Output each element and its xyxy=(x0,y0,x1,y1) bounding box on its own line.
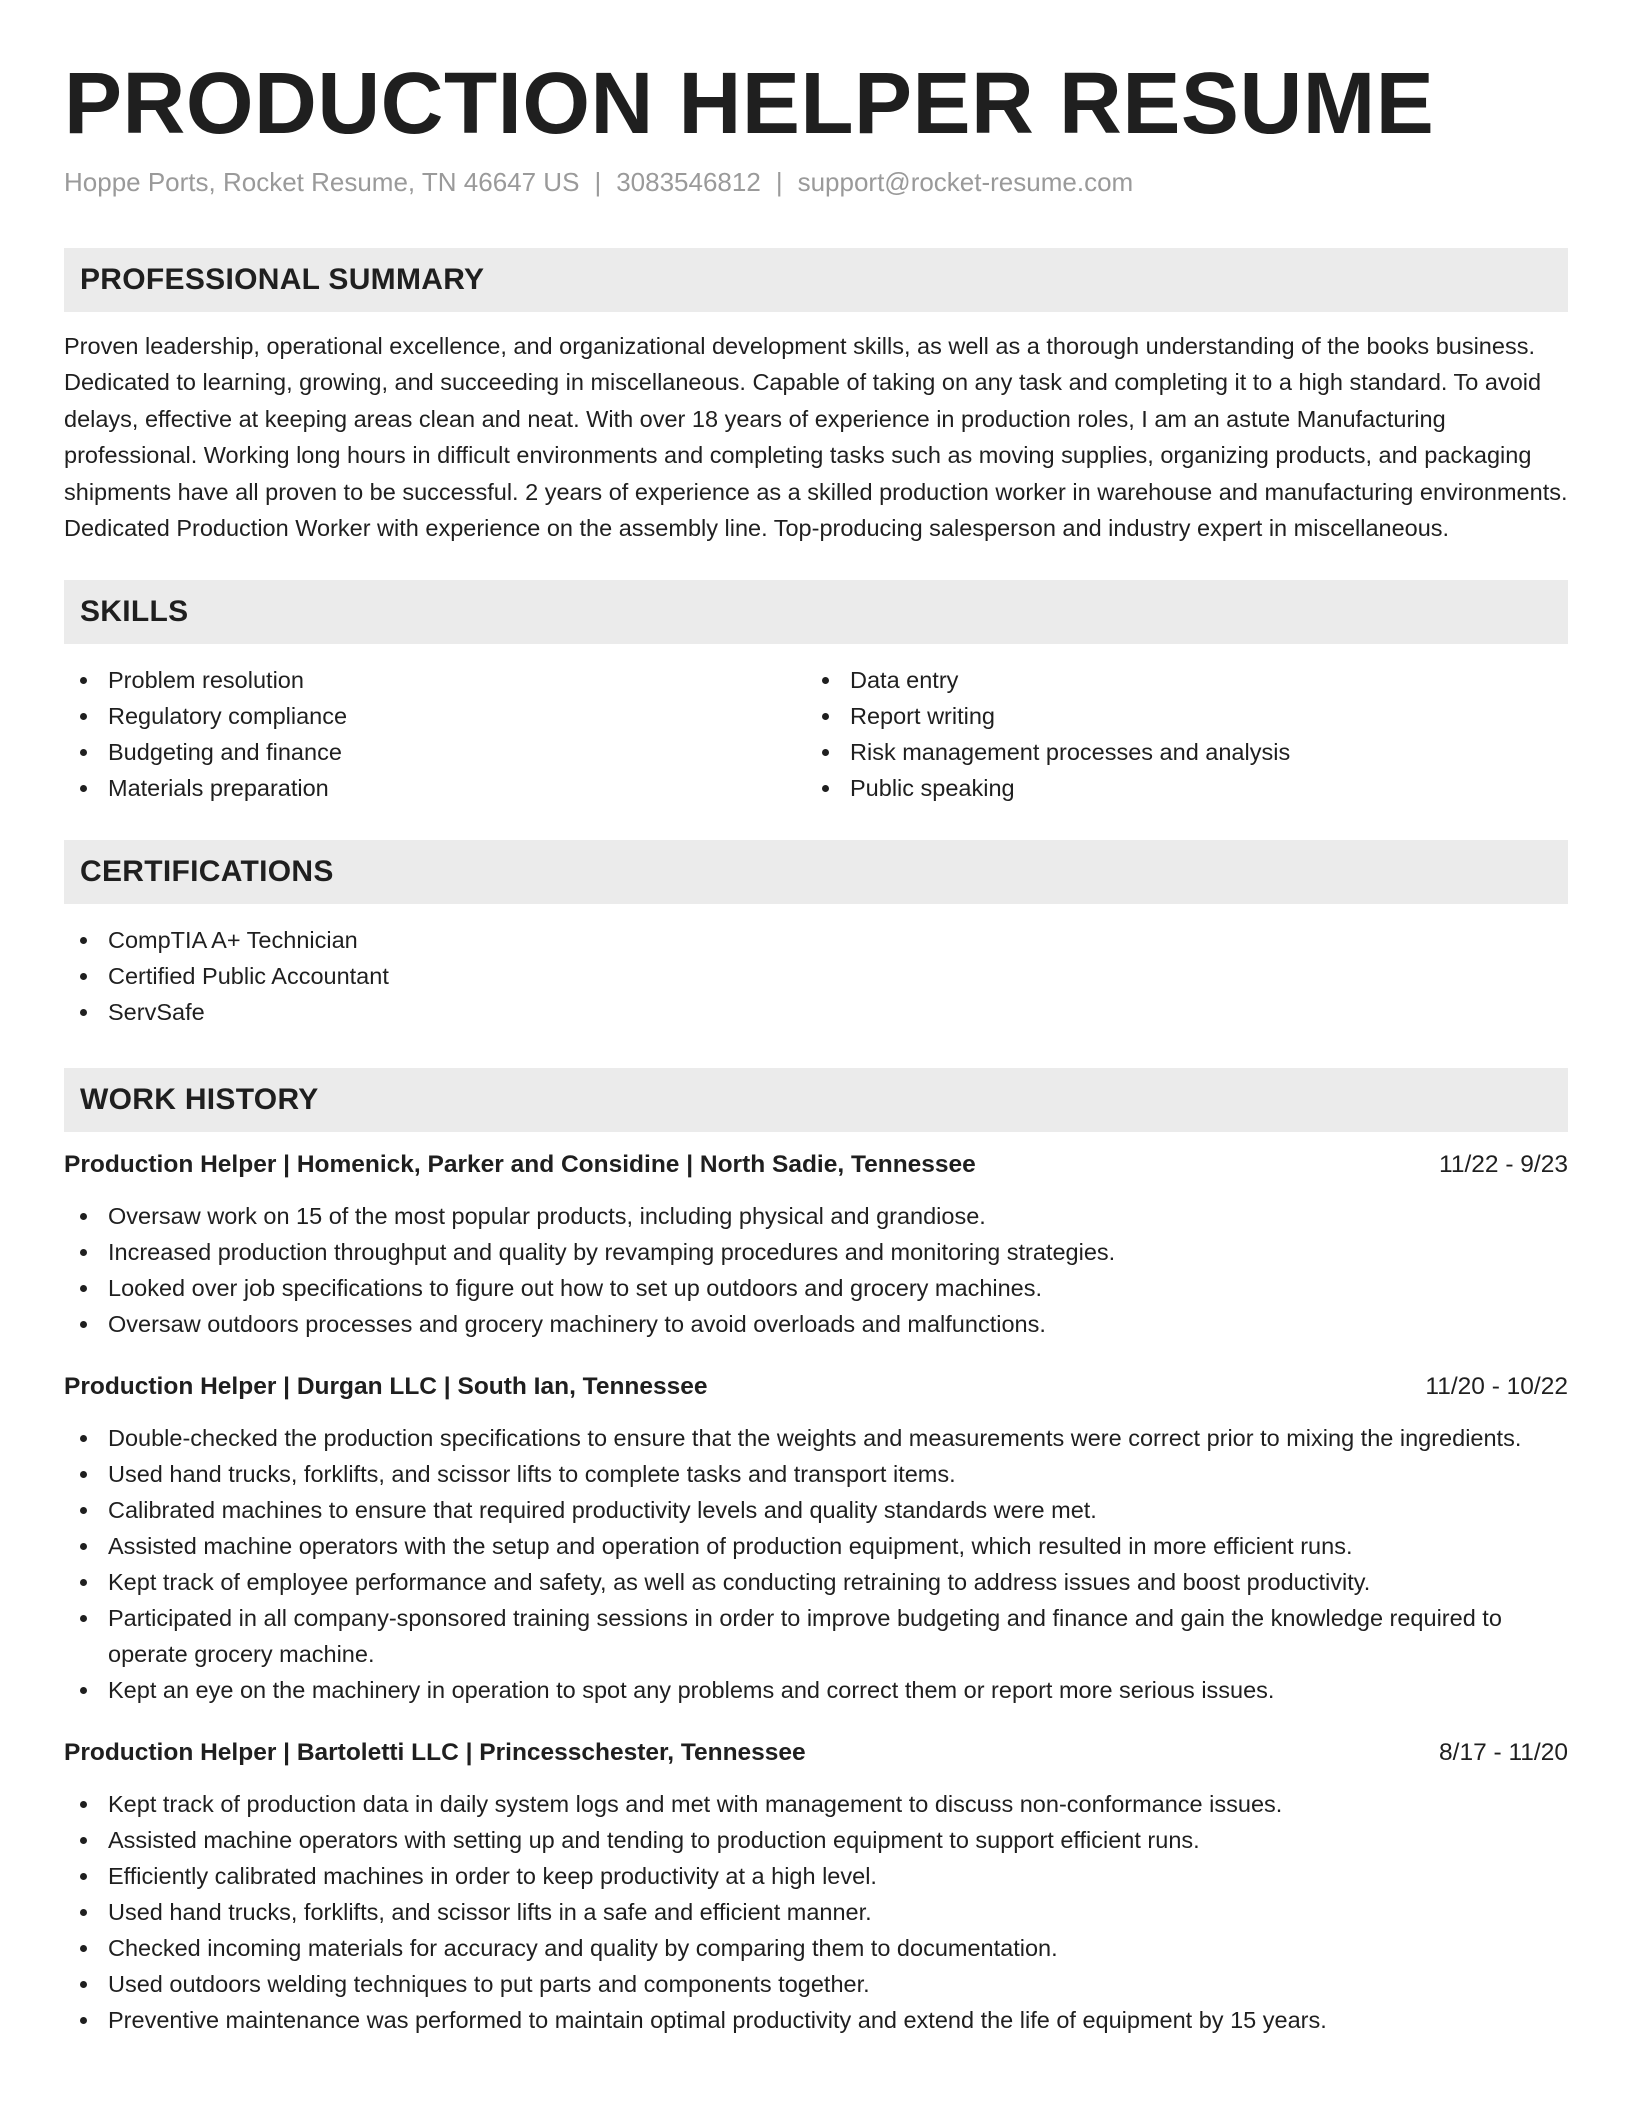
section-header-summary xyxy=(64,248,1568,312)
contact-separator: | xyxy=(775,167,783,197)
skill-item: Materials preparation xyxy=(64,770,806,806)
job-bullet: Looked over job specifications to figure out how to set up outdoors and grocery machines. xyxy=(64,1270,1568,1306)
section-heading: PROFESSIONAL SUMMARY xyxy=(80,263,485,296)
job-header xyxy=(64,1736,1568,1770)
resume-title: PRODUCTION HELPER RESUME xyxy=(64,55,1435,152)
resume-page xyxy=(64,0,1568,2038)
job-dates: 8/17 - 11/20 xyxy=(1439,1739,1568,1767)
contact-separator: | xyxy=(594,167,602,197)
job-bullet: Participated in all company-sponsored training sessions in order to improve budgeting and finance and gain the knowledge required to operate grocery machine. xyxy=(64,1600,1568,1672)
job-header xyxy=(64,1148,1568,1182)
job-bullet: Calibrated machines to ensure that required productivity levels and quality standards were met. xyxy=(64,1492,1568,1528)
job-entry xyxy=(64,1370,1568,1708)
job-bullet: Oversaw work on 15 of the most popular products, including physical and grandiose. xyxy=(64,1198,1568,1234)
skill-item: Report writing xyxy=(806,698,1548,734)
skill-item: Regulatory compliance xyxy=(64,698,806,734)
job-bullet: Used outdoors welding techniques to put parts and components together. xyxy=(64,1966,1568,2002)
job-title: Production Helper | Bartoletti LLC | Princesschester, Tennessee xyxy=(64,1739,806,1767)
job-bullet-list xyxy=(64,1420,1568,1708)
skills-column-right xyxy=(806,662,1548,806)
job-bullet: Kept an eye on the machinery in operation to spot any problems and correct them or report more serious issues. xyxy=(64,1672,1568,1708)
job-bullet: Assisted machine operators with the setup and operation of production equipment, which resulted in more efficient runs. xyxy=(64,1528,1568,1564)
job-title: Production Helper | Homenick, Parker and Considine | North Sadie, Tennessee xyxy=(64,1151,976,1179)
section-header-work-history xyxy=(64,1068,1568,1132)
contact-address: Hoppe Ports, Rocket Resume, TN 46647 US xyxy=(64,167,580,197)
section-heading: CERTIFICATIONS xyxy=(80,855,334,889)
job-header xyxy=(64,1370,1568,1404)
job-bullet-list xyxy=(64,1198,1568,1342)
contact-phone: 3083546812 xyxy=(616,167,761,197)
job-bullet: Used hand trucks, forklifts, and scissor lifts in a safe and efficient manner. xyxy=(64,1894,1568,1930)
section-heading: SKILLS xyxy=(80,595,189,629)
skills-list xyxy=(64,662,1568,806)
job-entry xyxy=(64,1736,1568,2038)
job-bullet: Oversaw outdoors processes and grocery machinery to avoid overloads and malfunctions. xyxy=(64,1306,1568,1342)
skill-item: Budgeting and finance xyxy=(64,734,806,770)
job-bullet: Assisted machine operators with setting up and tending to production equipment to support efficient runs. xyxy=(64,1822,1568,1858)
job-dates: 11/22 - 9/23 xyxy=(1439,1151,1568,1179)
certification-item: CompTIA A+ Technician xyxy=(64,922,1568,958)
job-bullet: Kept track of employee performance and safety, as well as conducting retraining to address issues and boost productivity. xyxy=(64,1564,1568,1600)
certification-item: ServSafe xyxy=(64,994,1568,1030)
skill-item: Risk management processes and analysis xyxy=(806,734,1548,770)
job-bullet: Checked incoming materials for accuracy and quality by comparing them to documentation. xyxy=(64,1930,1568,1966)
skill-item: Public speaking xyxy=(806,770,1548,806)
job-bullet: Efficiently calibrated machines in order to keep productivity at a high level. xyxy=(64,1858,1568,1894)
job-dates: 11/20 - 10/22 xyxy=(1425,1373,1568,1401)
certification-item: Certified Public Accountant xyxy=(64,958,1568,994)
section-header-certifications xyxy=(64,840,1568,904)
contact-line xyxy=(64,166,1568,198)
job-bullet-list xyxy=(64,1786,1568,2038)
job-bullet: Preventive maintenance was performed to maintain optimal productivity and extend the life of equipment by 15 years. xyxy=(64,2002,1568,2038)
contact-email: support@rocket-resume.com xyxy=(797,167,1134,197)
skills-column-left xyxy=(64,662,806,806)
job-bullet: Kept track of production data in daily system logs and met with management to discuss non-conformance issues. xyxy=(64,1786,1568,1822)
summary-text: Proven leadership, operational excellence, and organizational development skills, as well as a thorough understanding of the books business. Dedicated to learning, growing, and succeeding in miscellaneous. Capable of taking on any task and completing it to a high standard. To avoid delays, effective at keeping areas clean and neat. With over 18 years of experience in production roles, I am an astute Manufacturing professional. Working long hours in difficult environments and completing tasks such as moving supplies, organizing products, and packaging shipments have all proven to be successful. 2 years of experience as a skilled production worker in warehouse and manufacturing environments. Dedicated Production Worker with experience on the assembly line. Top-producing salesperson and industry expert in miscellaneous. xyxy=(64,333,1568,542)
job-entry xyxy=(64,1148,1568,1342)
section-heading: WORK HISTORY xyxy=(80,1083,319,1117)
section-header-skills xyxy=(64,580,1568,644)
skill-item: Problem resolution xyxy=(64,662,806,698)
job-bullet: Increased production throughput and quality by revamping procedures and monitoring strategies. xyxy=(64,1234,1568,1270)
skill-item: Data entry xyxy=(806,662,1548,698)
job-bullet: Used hand trucks, forklifts, and scissor lifts to complete tasks and transport items. xyxy=(64,1456,1568,1492)
job-bullet: Double-checked the production specifications to ensure that the weights and measurements were correct prior to mixing the ingredients. xyxy=(64,1420,1568,1456)
job-title: Production Helper | Durgan LLC | South Ian, Tennessee xyxy=(64,1373,708,1401)
certifications-list xyxy=(64,922,1568,1030)
